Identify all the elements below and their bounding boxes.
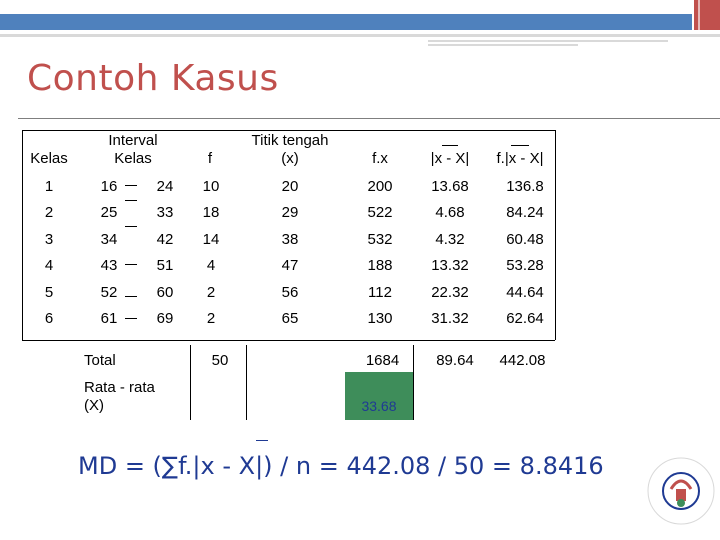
range-dash <box>125 226 137 227</box>
cell-x: 65 <box>281 310 299 327</box>
cell-absdev: 31.32 <box>431 310 469 327</box>
header-grey-line-3 <box>428 44 578 46</box>
table-border-bottom <box>22 340 555 341</box>
total-f: 50 <box>211 352 229 369</box>
cell-lo: 25 <box>100 204 118 221</box>
header-titik-line1: Titik tengah <box>251 132 329 149</box>
range-dash <box>125 264 137 265</box>
cell-lo: 34 <box>100 231 118 248</box>
average-value: 33.68 <box>361 398 397 414</box>
university-seal-icon <box>645 445 717 537</box>
total-label: Total <box>84 352 116 369</box>
cell-f: 10 <box>202 178 220 195</box>
cell-fabsdev: 84.24 <box>506 204 544 221</box>
cell-absdev: 13.68 <box>431 178 469 195</box>
cell-hi: 33 <box>156 204 174 221</box>
cell-absdev: 4.32 <box>435 231 465 248</box>
total-fx: 1684 <box>365 352 400 369</box>
header-kelas: Kelas <box>30 150 68 167</box>
formula-text: MD = (∑f.|x - X|) / n = 442.08 / 50 = 8.8416 <box>78 452 604 480</box>
cell-kelas: 5 <box>44 284 54 301</box>
header-interval-line2: Kelas <box>114 150 152 167</box>
cell-fx: 112 <box>368 284 392 301</box>
cell-fx: 130 <box>367 310 393 327</box>
cell-absdev: 22.32 <box>431 284 469 301</box>
cell-lo: 16 <box>100 178 118 195</box>
header-grey-line <box>0 34 720 37</box>
cell-fabsdev: 136.8 <box>506 178 544 195</box>
header-grey-line-2 <box>428 40 668 42</box>
cell-hi: 24 <box>156 178 174 195</box>
header-fabsdev <box>485 150 555 167</box>
cell-lo: 52 <box>100 284 118 301</box>
header-decoration <box>0 0 720 60</box>
cell-f: 4 <box>206 257 216 274</box>
header-red-bar <box>694 0 720 30</box>
slide-title: Contoh Kasus <box>27 58 279 99</box>
cell-lo: 61 <box>100 310 118 327</box>
cell-hi: 51 <box>156 257 174 274</box>
formula-mean-bar <box>256 440 268 441</box>
header-f: f <box>207 150 213 167</box>
header-titik-line2: (x) <box>281 150 299 167</box>
average-label-line1: Rata - rata <box>84 379 155 396</box>
cell-x: 29 <box>281 204 299 221</box>
total-separator-1 <box>190 345 191 420</box>
table-border-left <box>22 130 23 340</box>
cell-fx: 200 <box>367 178 393 195</box>
cell-fabsdev: 60.48 <box>506 231 544 248</box>
cell-absdev: 4.68 <box>435 204 465 221</box>
cell-fx: 522 <box>367 204 393 221</box>
cell-fabsdev: 62.64 <box>506 310 544 327</box>
cell-x: 47 <box>281 257 299 274</box>
cell-kelas: 1 <box>44 178 54 195</box>
cell-fabsdev: 53.28 <box>506 257 544 274</box>
range-dash <box>125 296 137 297</box>
cell-kelas: 4 <box>44 257 54 274</box>
cell-hi: 69 <box>156 310 174 327</box>
header-absdev-text: |x - X| <box>430 150 470 167</box>
cell-kelas: 6 <box>44 310 54 327</box>
header-absdev <box>415 150 485 167</box>
cell-kelas: 2 <box>44 204 54 221</box>
header-blue-bar <box>0 14 692 30</box>
cell-f: 18 <box>202 204 220 221</box>
range-dash <box>125 318 137 319</box>
cell-hi: 60 <box>156 284 174 301</box>
range-dash <box>125 200 137 201</box>
cell-x: 20 <box>281 178 299 195</box>
table-border-top <box>22 130 555 131</box>
cell-fx: 532 <box>367 231 393 248</box>
cell-f: 2 <box>206 310 216 327</box>
cell-f: 14 <box>202 231 220 248</box>
cell-kelas: 3 <box>44 231 54 248</box>
cell-hi: 42 <box>156 231 174 248</box>
cell-fx: 188 <box>367 257 393 274</box>
cell-x: 38 <box>281 231 299 248</box>
average-label-line2: (X) <box>84 397 104 414</box>
cell-absdev: 13.32 <box>431 257 469 274</box>
title-divider <box>18 118 720 119</box>
total-fabsdev: 442.08 <box>499 352 546 369</box>
total-absdev: 89.64 <box>436 352 474 369</box>
total-separator-3 <box>413 345 414 420</box>
header-fx: f.x <box>372 150 388 167</box>
header-interval-line1: Interval <box>108 132 158 149</box>
total-separator-2 <box>246 345 247 420</box>
header-fabsdev-text: f.|x - X| <box>496 150 544 167</box>
cell-x: 56 <box>281 284 299 301</box>
cell-lo: 43 <box>100 257 118 274</box>
range-dash <box>125 185 137 186</box>
cell-fabsdev: 44.64 <box>506 284 544 301</box>
cell-f: 2 <box>206 284 216 301</box>
